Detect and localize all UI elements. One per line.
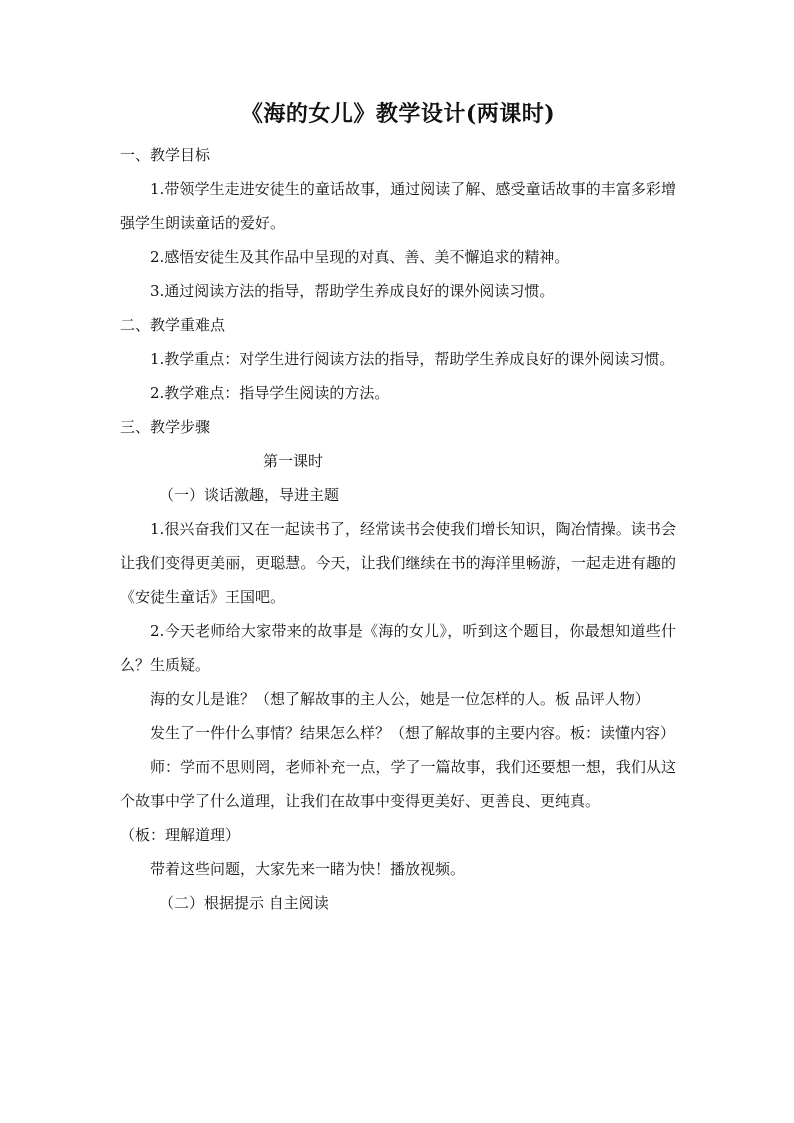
document-title: 《海的女儿》教学设计(两课时) <box>240 101 556 127</box>
step-paragraph-1: 1.很兴奋我们又在一起读书了，经常读书会使我们增长知识，陶冶情操。读书会让我们变得更美丽，更聪慧。今天，让我们继续在书的海洋里畅游，一起走进有趣的《安徒生童话》王国吧。 <box>120 520 676 606</box>
section-heading-key-points: 二、教学重难点 <box>120 316 226 334</box>
key-point-item-1: 1.教学重点：对学生进行阅读方法的指导，帮助学生养成良好的课外阅读习惯。 <box>150 350 675 368</box>
document-page <box>120 96 676 920</box>
step-paragraph-4: 发生了一件什么事情？结果怎么样？（想了解故事的主要内容。板：读懂内容） <box>150 724 676 742</box>
key-point-item-2: 2.教学难点：指导学生阅读的方法。 <box>150 384 390 402</box>
section-heading-objectives: 一、教学目标 <box>120 146 211 164</box>
step-paragraph-3: 海的女儿是谁？（想了解故事的主人公，她是一位怎样的人。板 品评人物） <box>150 690 650 708</box>
objective-item-3: 3.通过阅读方法的指导，帮助学生养成良好的课外阅读习惯。 <box>150 282 555 300</box>
step-paragraph-6: 带着这些问题，大家先来一睹为快！播放视频。 <box>150 860 466 878</box>
lesson-title: 第一课时 <box>263 452 324 470</box>
part-heading-1: （一）谈话激趣，导进主题 <box>159 486 340 504</box>
board-note: （板：理解道理） <box>120 826 241 844</box>
section-heading-steps: 三、教学步骤 <box>120 418 211 436</box>
objective-item-1: 1.带领学生走进安徒生的童话故事，通过阅读了解、感受童话故事的丰富多彩增强学生朗读童话的爱好。 <box>120 180 676 232</box>
objective-item-2: 2.感悟安徒生及其作品中呈现的对真、善、美不懈追求的精神。 <box>150 248 570 266</box>
step-paragraph-2: 2.今天老师给大家带来的故事是《海的女儿》，听到这个题目，你最想知道些什么？生质疑。 <box>120 622 676 674</box>
step-paragraph-5: 师：学而不思则罔，老师补充一点，学了一篇故事，我们还要想一想，我们从这个故事中学了什么道理，让我们在故事中变得更美好、更善良、更纯真。 <box>120 758 676 810</box>
part-heading-2: （二）根据提示 自主阅读 <box>159 894 329 912</box>
